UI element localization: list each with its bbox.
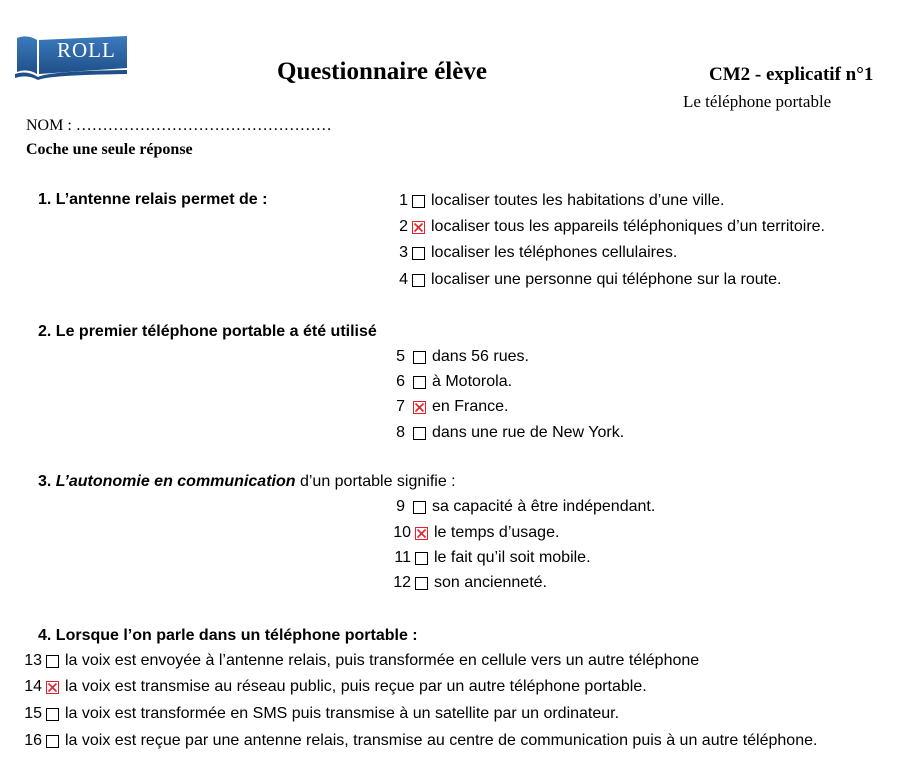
question-text-italic: L’autonomie en communication <box>55 473 296 490</box>
check-x-icon <box>47 682 58 693</box>
option-number: 9 <box>396 498 405 515</box>
question-number: 4. <box>38 627 52 644</box>
checkbox[interactable] <box>415 552 428 565</box>
checkbox[interactable] <box>413 427 426 440</box>
question-4 <box>38 627 418 645</box>
option-number: 1 <box>399 192 408 209</box>
subject-label: Le téléphone portable <box>683 92 832 111</box>
option-text: la voix est transmise au réseau public, puis reçue par un autre téléphone portable. <box>65 678 647 695</box>
checkbox-checked[interactable] <box>412 221 425 234</box>
level-label: CM2 - explicatif n°1 <box>709 64 874 85</box>
question-text: d’un portable signifie : <box>295 473 456 490</box>
option-3[interactable] <box>396 244 677 262</box>
checkbox-checked[interactable] <box>46 681 59 694</box>
option-12[interactable] <box>393 574 547 592</box>
checkbox[interactable] <box>412 247 425 260</box>
option-number: 6 <box>396 373 405 390</box>
option-1[interactable] <box>396 192 725 210</box>
question-text: Le premier téléphone portable a été utilisé <box>55 323 377 340</box>
question-text: L’antenne relais permet de : <box>55 191 268 208</box>
option-9[interactable] <box>393 498 655 516</box>
checkbox[interactable] <box>413 351 426 364</box>
option-number: 12 <box>393 574 411 591</box>
option-text: son ancienneté. <box>434 574 547 591</box>
option-11[interactable] <box>393 549 591 567</box>
checkbox[interactable] <box>412 195 425 208</box>
option-number: 7 <box>396 398 405 415</box>
checkbox-checked[interactable] <box>415 527 428 540</box>
option-text: en France. <box>432 398 509 415</box>
checkbox[interactable] <box>46 708 59 721</box>
option-text: localiser tous les appareils téléphoniques d’un territoire. <box>431 218 825 235</box>
option-6[interactable] <box>393 373 512 391</box>
checkbox[interactable] <box>412 274 425 287</box>
option-text: la voix est reçue par une antenne relais, transmise au centre de communication puis à un autre téléphone. <box>65 732 818 749</box>
option-number: 15 <box>24 705 42 722</box>
checkbox-checked[interactable] <box>413 401 426 414</box>
option-text: localiser les téléphones cellulaires. <box>431 244 678 261</box>
option-15[interactable] <box>24 705 619 723</box>
option-text: dans 56 rues. <box>432 348 529 365</box>
option-10[interactable] <box>393 524 559 542</box>
option-2[interactable] <box>396 218 825 236</box>
question-1 <box>38 191 267 209</box>
page-title: Questionnaire élève <box>277 58 487 85</box>
option-number: 4 <box>399 271 408 288</box>
name-field[interactable]: NOM : ………………………………………… <box>26 117 332 134</box>
question-number: 1. <box>38 191 52 208</box>
option-text: la voix est transformée en SMS puis transmise à un satellite par un ordinateur. <box>65 705 620 722</box>
option-5[interactable] <box>393 348 529 366</box>
check-x-icon <box>416 528 427 539</box>
option-16[interactable] <box>24 732 817 750</box>
instruction: Coche une seule réponse <box>26 141 193 158</box>
question-3 <box>38 473 456 491</box>
question-number: 3. <box>38 473 52 490</box>
option-4[interactable] <box>396 271 781 289</box>
checkbox[interactable] <box>415 577 428 590</box>
option-number: 3 <box>399 244 408 261</box>
check-x-icon <box>414 402 425 413</box>
option-text: sa capacité à être indépendant. <box>432 498 656 515</box>
checkbox[interactable] <box>46 735 59 748</box>
option-13[interactable] <box>24 652 699 670</box>
option-text: localiser toutes les habitations d’une ville. <box>431 192 725 209</box>
check-x-icon <box>413 222 424 233</box>
option-number: 5 <box>396 348 405 365</box>
option-text: le fait qu’il soit mobile. <box>434 549 591 566</box>
option-text: localiser une personne qui téléphone sur la route. <box>431 271 782 288</box>
option-text: dans une rue de New York. <box>432 424 625 441</box>
question-text: Lorsque l’on parle dans un téléphone portable : <box>55 627 418 644</box>
option-number: 10 <box>393 524 411 541</box>
checkbox[interactable] <box>413 501 426 514</box>
option-text: à Motorola. <box>432 373 513 390</box>
option-number: 2 <box>399 218 408 235</box>
option-number: 13 <box>24 652 42 669</box>
option-number: 16 <box>24 732 42 749</box>
option-7[interactable] <box>393 398 508 416</box>
option-text: la voix est envoyée à l’antenne relais, puis transformée en cellule vers un autre téléphone <box>65 652 700 669</box>
option-text: le temps d’usage. <box>434 524 560 541</box>
logo-text: ROLL <box>57 38 116 62</box>
option-number: 8 <box>396 424 405 441</box>
option-number: 11 <box>394 549 411 566</box>
question-number: 2. <box>38 323 52 340</box>
roll-logo <box>15 34 129 80</box>
checkbox[interactable] <box>413 376 426 389</box>
option-8[interactable] <box>393 424 624 442</box>
option-number: 14 <box>24 678 42 695</box>
question-2 <box>38 323 377 341</box>
checkbox[interactable] <box>46 655 59 668</box>
option-14[interactable] <box>24 678 647 696</box>
